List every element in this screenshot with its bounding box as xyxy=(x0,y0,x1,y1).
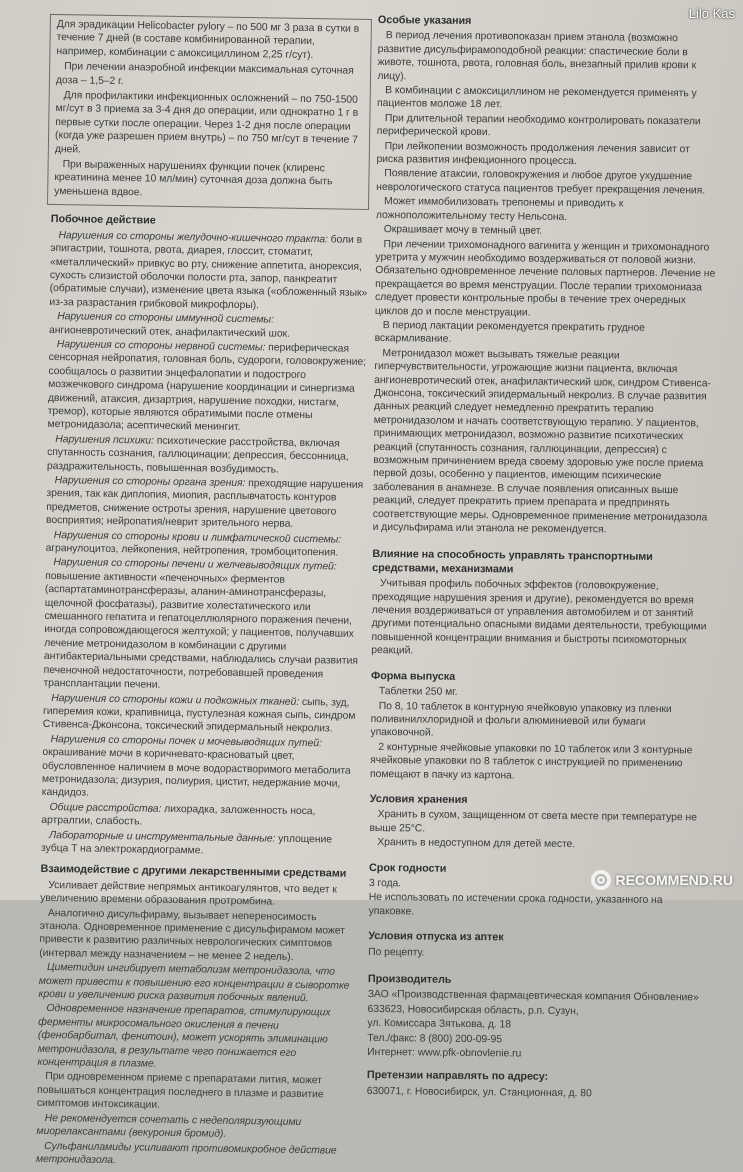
side-effect-text: ангионевротический отек, анафилактический шок. xyxy=(48,324,291,340)
side-effect-item xyxy=(49,310,367,342)
watermark xyxy=(591,870,733,890)
special-paragraph: Окрашивает мочу в темный цвет. xyxy=(383,224,543,237)
dosage-paragraph: При выраженных нарушениях функции почек (клиренс креатинина менее 10 мл/мин) суточная доза должна быть уменьшена вдвое. xyxy=(54,159,333,199)
form-heading: Форма выпуска xyxy=(371,669,456,683)
form-paragraph: По 8, 10 таблеток в контурную ячейковую упаковку из пленки поливинилхлоридной и фольги алюминиевой или бумаги упаковочной. xyxy=(370,700,672,739)
side-effect-label: Нарушения со стороны нервной системы: xyxy=(56,339,266,354)
recommend-logo-icon xyxy=(591,870,611,890)
driving-paragraph: Учитывая профиль побочных эффектов (головокружение, преходящие нарушения зрения и другие), рекомендуется во время лечения воздерживаться от управления автомобилем и от занятий другими потенциально опасными видами деятельности, требующими повышенной концентрации внимания и быстроты психомоторных реакций. xyxy=(371,578,707,657)
manufacturer-line: ул. Комиссара Зятькова, д. 18 xyxy=(367,1018,512,1031)
user-tag: Lilo Kas xyxy=(688,6,735,21)
special-paragraph: В период лечения противопоказан прием этанола (возможно развитие дисульфирамоподобной реакции: спастические боли в животе, тошнота, рвота, головная боль, внезапный прилив крови к лицу). xyxy=(377,30,697,82)
interaction-paragraph: Аналогично дисульфираму, вызывает непереносимость этанола. Одновременное применение с дисульфирамом может привести к развитию различных неврологических симптомов (интервал между назначением – не менее 2 недель). xyxy=(39,907,345,963)
left-column xyxy=(36,14,372,1172)
shelf-life-paragraph: 3 года. xyxy=(368,877,402,890)
storage-paragraph: Хранить в сухом, защищенном от света месте при температуре не выше 25°C. xyxy=(369,809,697,835)
side-effect-text: окрашивание мочи в коричневато-красноватый цвет, обусловленное наличием в моче водорастворимого метаболита метронидазола; дизурия, полиурия, цистит, недержание мочи, кандидоз. xyxy=(41,747,351,799)
special-paragraph: При длительной терапии необходимо контролировать показатели периферической крови. xyxy=(376,112,701,139)
side-effect-text: преходящие нарушения зрения, так как диплопия, миопия, расплывчатость контуров предметов, снижение остроты зрения, нарушение цветового восприятия; нейропатия/неврит зрительного нерва. xyxy=(45,478,364,531)
side-effect-item xyxy=(42,733,361,805)
side-effect-text: сыпь, зуд, гиперемия кожи, крапивница, пустулезная кожная сыпь, синдром Стивенса-Джонсона, токсический эпидермальный некролиз. xyxy=(42,696,356,735)
side-effect-item xyxy=(47,338,366,437)
side-effect-label: Общие расстройства: xyxy=(49,801,162,815)
side-effect-label: Нарушения со стороны иммунной системы: xyxy=(57,311,274,326)
special-paragraph: Может иммобилизовать трепонемы и приводить к ложноположительному тесту Нельсона. xyxy=(375,196,624,223)
special-instructions-heading: Особые указания xyxy=(377,14,472,27)
claims-address: 630071, г. Новосибирск, ул. Станционная, д. 80 xyxy=(366,1085,592,1100)
side-effect-item xyxy=(43,691,362,736)
form-paragraph: Таблетки 250 мг. xyxy=(378,686,458,698)
storage-heading: Условия хранения xyxy=(369,792,468,806)
dosage-paragraph: При лечении анаэробной инфекции максимальная суточная доза – 1,5–2 г. xyxy=(55,61,354,87)
claims-heading: Претензии направлять по адресу: xyxy=(366,1069,549,1084)
side-effect-text: лихорадка, заложенность носа, артралгии, слабость. xyxy=(41,803,316,828)
interaction-heading: Взаимодействие с другими лекарственными средствами xyxy=(40,863,347,881)
interaction-paragraph: При одновременном приеме с препаратами лития, может повышаться концентрация последнего в плазме и развитие симптомов интоксикации. xyxy=(36,1071,324,1112)
side-effect-label: Нарушения со стороны желудочно-кишечного тракта: xyxy=(58,229,328,246)
manufacturer-heading: Производитель xyxy=(367,972,452,986)
dosage-paragraph: Для эрадикации Helicobacter pylory – по 500 мг 3 раза в сутки в течение 7 дней (в составе комбинированной терапии, например, комбинации с амоксициллином 2,25 г/сут). xyxy=(56,19,360,61)
side-effect-item xyxy=(46,474,365,533)
manufacturer-line: 633623, Новосибирская область, р.п. Сузун, xyxy=(367,1003,579,1017)
side-effect-item xyxy=(43,556,363,695)
side-effects-heading: Побочное действие xyxy=(50,213,156,227)
shelf-life-heading: Срок годности xyxy=(368,861,447,875)
dispense-paragraph: По рецепту. xyxy=(368,946,425,959)
side-effect-label: Нарушения со стороны почек и мочевыводящих путей: xyxy=(50,733,322,750)
form-paragraph: 2 контурные ячейковые упаковки по 10 таблеток или 3 контурные ячейковые упаковки по 8 таблеток с инструкцией по применению помещают в пачку из картона. xyxy=(369,741,693,782)
shelf-life-paragraph: Не использовать по истечении срока годности, указанного на упаковке. xyxy=(368,892,663,918)
side-effect-label: Нарушения психики: xyxy=(55,433,154,447)
dosage-paragraph: Для профилактики инфекционных осложнений – по 750-1500 мг/сут в 3 приема за 3-4 дня до операции, или однократно 1 г в первые сутки после операции. Через 1-2 дня после операции (когда уже разрешен прием внутрь) – по 750 мг/сут в течение 7 дней. xyxy=(54,90,359,156)
manufacturer-line: Тел./факс: 8 (800) 200-09-95 xyxy=(367,1032,503,1045)
special-paragraph: При лечении трихомонадного вагинита у женщин и трихомонадного уретрита у мужчин необходимо воздерживаться от половой жизни. Обязательно одновременное лечение половых партнеров. Лечение не прекращается во время менструации. После терапии трихомониаза следует провести контрольные пробы в течение трех очередных циклов до и после менструации. xyxy=(374,238,716,319)
storage-paragraph: Хранить в недоступном для детей месте. xyxy=(377,837,576,851)
interaction-paragraph: Сульфаниламиды усиливают противомикробное действие метронидазола. xyxy=(35,1140,337,1167)
side-effect-text: повышение активности «печеночных» ферментов (аспартатаминотрансферазы, аланин-аминотрансферазы, щелочной фосфатазы), развитие холестатического или смешанного гепатита и гепатоцеллюлярного поражения печени, иногда сопровождающегося желтухой; у пациентов, получавших лечение метронидазолом в комбинации с другими антибактериальными средствами, наблюдались случаи развития печеночной недостаточности, потребовавшей проведения трансплантации печени. xyxy=(43,570,358,691)
side-effect-text: периферическая сенсорная нейропатия, головная боль, судороги, головокружение; сообщалось о развитии энцефалопатии и подострого мозжечкового синдрома (нарушение координации и синергизма движений, атаксия, дизартрия, нарушение походки, нистагм, тремор), которые являются обратимыми после отмены метронидазола; асептический менингит. xyxy=(47,342,367,434)
driving-heading: Влияние на способность управлять транспортными средствами, механизмами xyxy=(372,548,653,576)
interaction-paragraph: Одновременное назначение препаратов, стимулирующих ферменты микросомального окисления в печени (фенобарбитал, фенитоин), может ускорять элиминацию метронидазола, в результате чего понижается его концентрация в плазме. xyxy=(37,1003,331,1070)
side-effect-text: агранулоцитоз, лейкопения, нейтропения, тромбоцитопения. xyxy=(45,542,339,559)
side-effect-label: Нарушения со стороны крови и лимфатической системы: xyxy=(53,529,342,546)
manufacturer-line: Интернет: www.pfk-obnovlenie.ru xyxy=(367,1046,522,1060)
side-effect-item xyxy=(45,529,363,561)
side-effect-label: Лабораторные и инструментальные данные: xyxy=(49,829,276,845)
special-paragraph: При лейкопении возможность продолжения лечения зависит от риска развития инфекционного процесса. xyxy=(376,140,690,168)
dosage-box xyxy=(47,14,372,210)
special-paragraph: В период лактации рекомендуется прекратить грудное вскармливание. xyxy=(374,320,645,346)
side-effect-text: психотические расстройства, включая спутанность сознания, галлюцинации; депрессия, бессонница, раздражительность, повышенная возбудимость. xyxy=(46,435,349,476)
right-column xyxy=(367,14,718,1103)
interaction-paragraph: Не рекомендуется сочетать с недеполяризующими миорелаксантами (векурония бромид). xyxy=(36,1112,302,1140)
side-effect-item xyxy=(41,828,359,860)
interaction-paragraph: Циметидин ингибирует метаболизм метронидазола, что может привести к повышению его концентрации в сыворотке крови и увеличению риска развития побочных явлений. xyxy=(38,962,350,1005)
interaction-paragraph: Усиливает действие непрямых антикоагулянтов, что ведет к увеличению времени образования протромбина. xyxy=(40,879,337,908)
special-paragraph: Появление атаксии, головокружения и любое другое ухудшение неврологического статуса пациентов требует прекращения лечения. xyxy=(376,168,706,197)
special-paragraph: Метронидазол может вызывать тяжелые реакции гиперчувствительности, угрожающие жизни пациента, включая ангионевротический отек, анафилактический шок, синдром Стивенса-Джонсона, токсический эпидермальный некролиз. В случае развития данных реакций следует немедленно прекратить терапию метронидазолом и начать соответствующую терапию. У пациентов, принимающих метронидазол, возможно развитие психотических реакций (спутанность сознания, галлюцинации, депрессия) с возможным причинением вреда своему здоровью уже после приема первой дозы, особенно у пациентов, имеющим психические заболевания в анамнезе. В случае появления описанных выше реакций, следует прекратить прием препарата и предпринять соответствующие меры. Одновременное применение метронидазола и дисульфирама или этанола не рекомендуется. xyxy=(372,347,711,536)
manufacturer-line: ЗАО «Производственная фармацевтическая компания Обновление» xyxy=(367,989,699,1004)
dispense-heading: Условия отпуска из аптек xyxy=(368,930,504,944)
special-paragraph: В комбинации с амоксициллином не рекомендуется применять у пациентов моложе 18 лет. xyxy=(377,85,697,111)
side-effect-item xyxy=(49,229,368,314)
side-effect-item xyxy=(47,433,366,478)
side-effect-label: Нарушения со стороны печени и желчевыводящих путей: xyxy=(53,557,337,573)
side-effect-text: уплощение зубца T на электрокардиограмме. xyxy=(40,833,333,857)
side-effect-label: Нарушения со стороны кожи и подкожных тканей: xyxy=(51,692,300,708)
watermark-text: RECOMMEND.RU xyxy=(615,872,733,888)
side-effect-item xyxy=(41,801,359,833)
side-effect-text: боли в эпигастрии, тошнота, рвота, диарея, глоссит, стоматит, «металлический» привкус во рту, снижение аппетита, анорексия, сухость слизистой оболочки полости рта, запор, панкреатит (обратимые случаи), изменение цвета языка («обложенный язык» из-за разрастания грибковой микрофлоры). xyxy=(49,234,368,311)
side-effect-label: Нарушения со стороны органа зрения: xyxy=(54,475,246,490)
